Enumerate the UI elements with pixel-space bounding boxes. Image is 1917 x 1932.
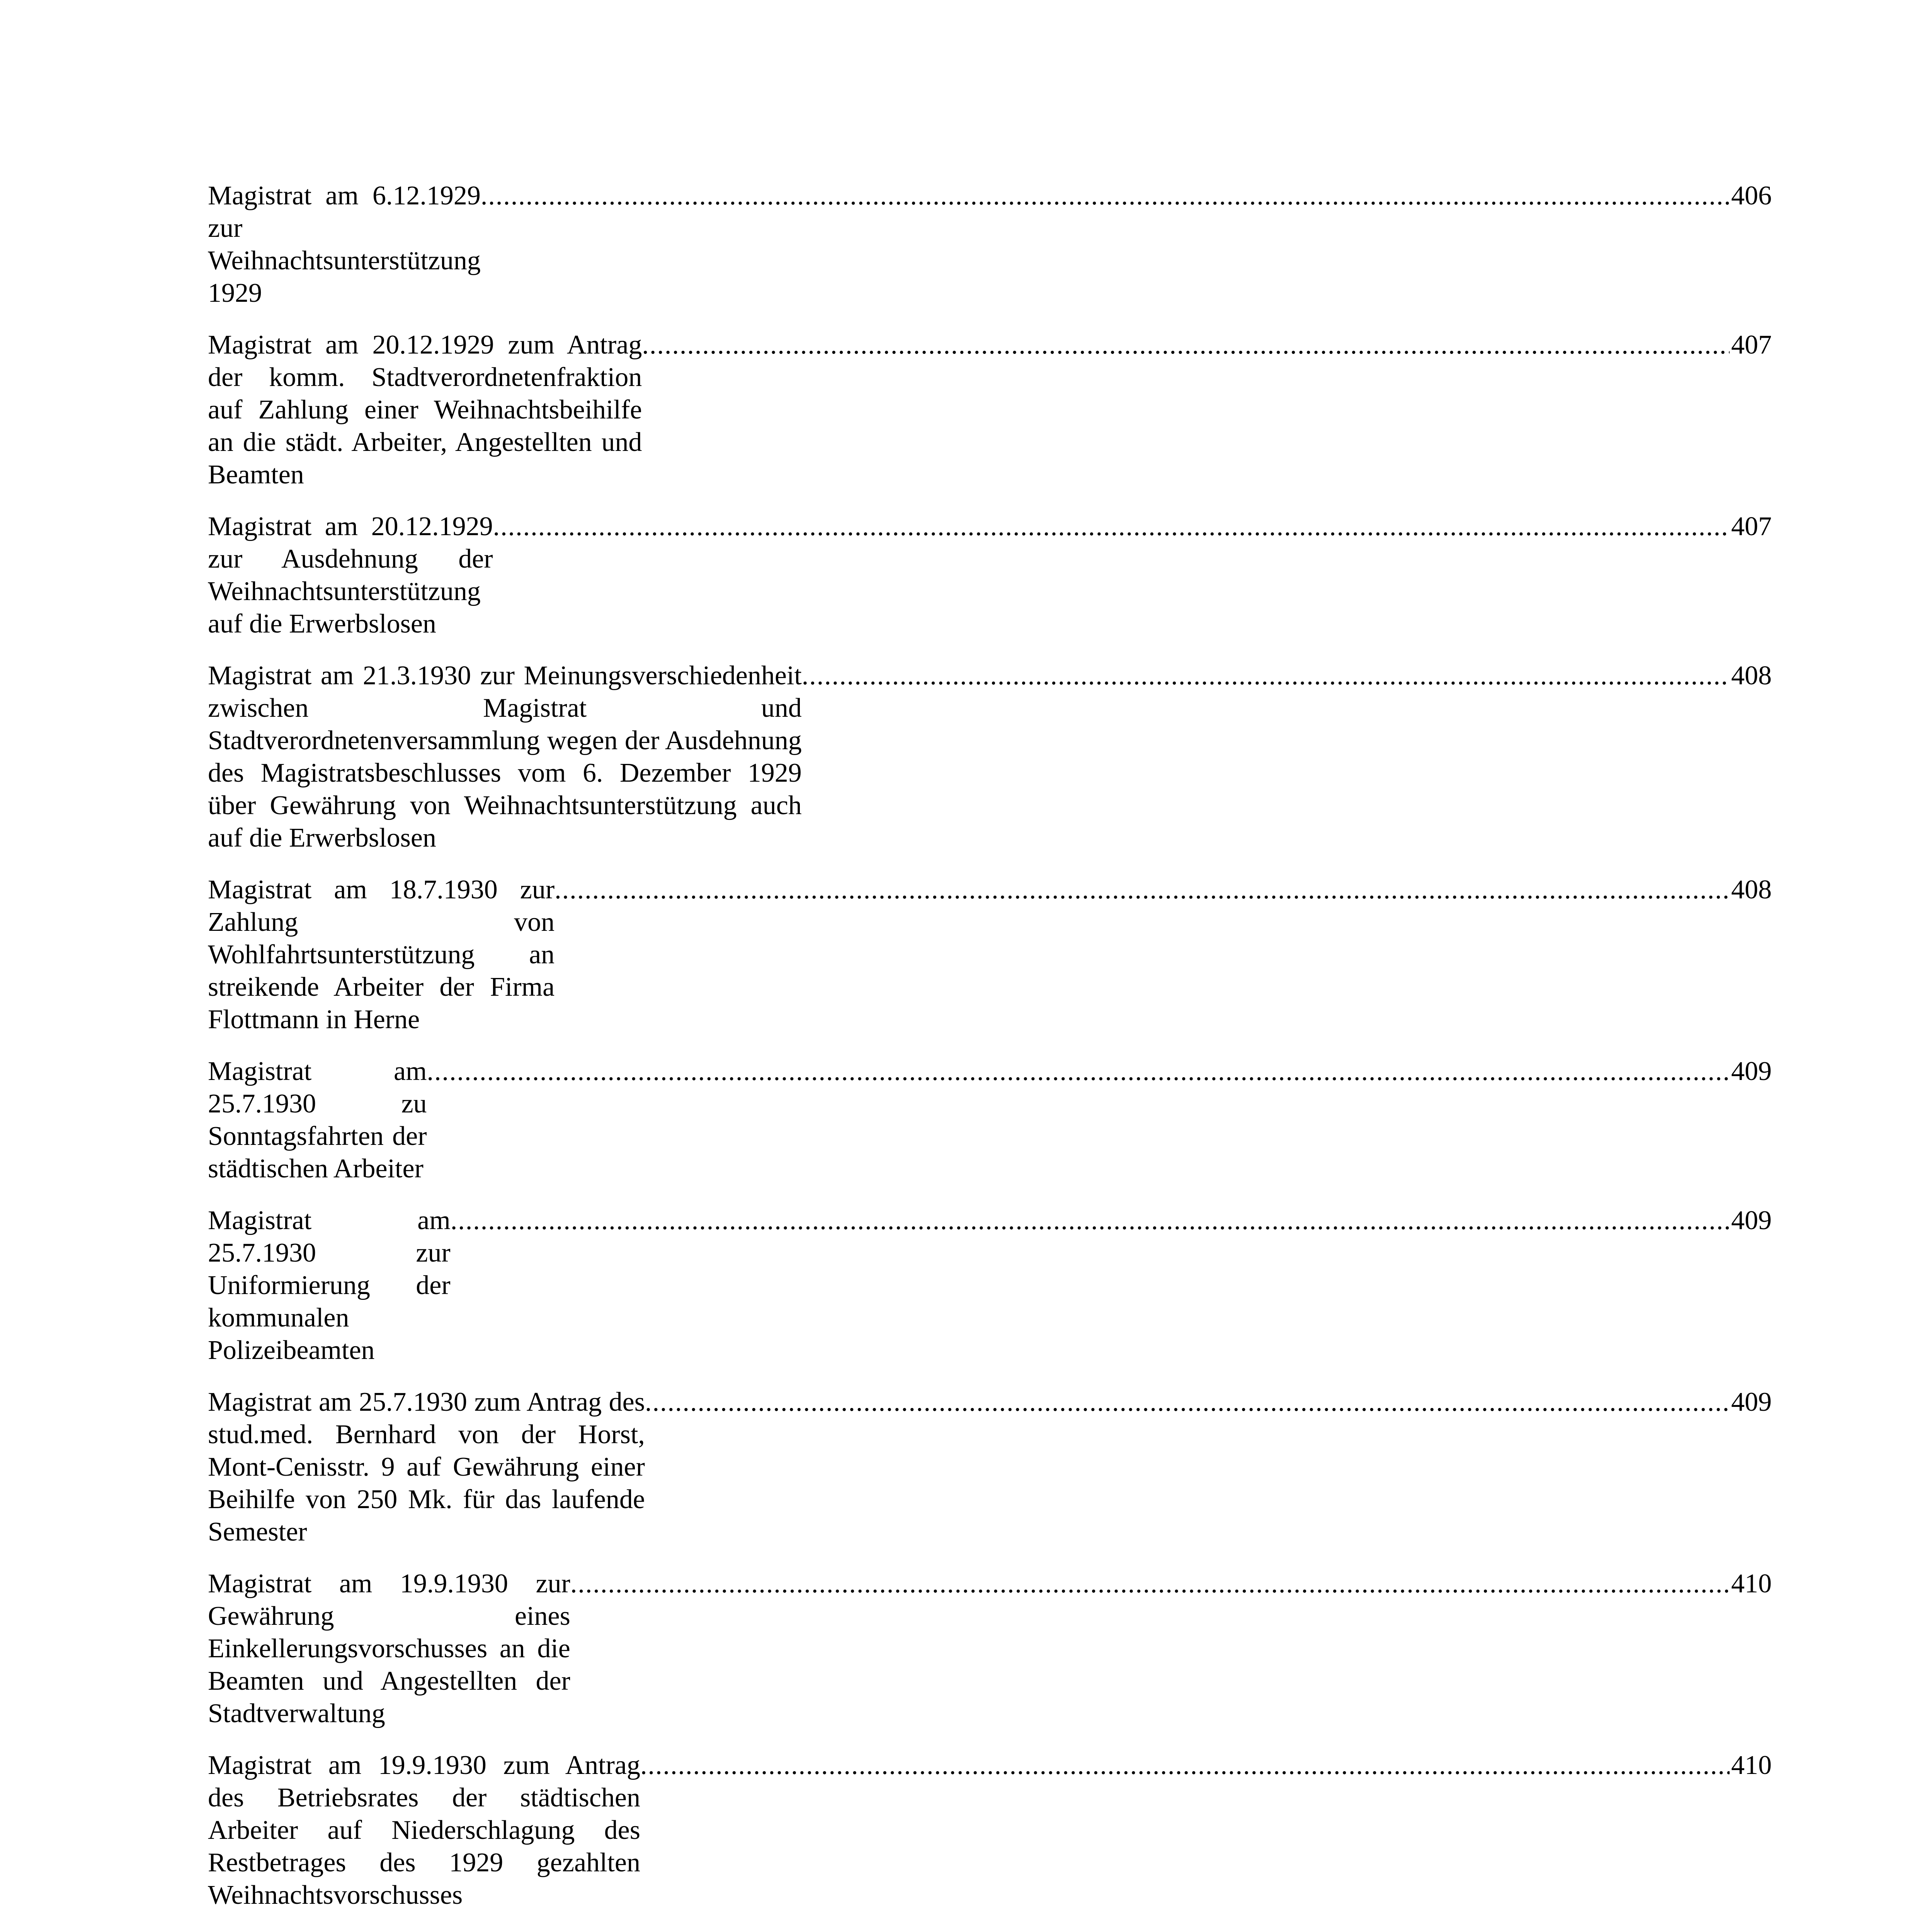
- toc-entry-line: [208, 1749, 1772, 1912]
- toc-entry-page-number: 408: [1731, 661, 1772, 690]
- toc-entry-page-number: 407: [1731, 330, 1772, 360]
- toc-entry[interactable]: [208, 510, 1772, 640]
- toc-entry-page-number: 407: [1731, 512, 1772, 541]
- toc-entry-page-number: 408: [1731, 875, 1772, 905]
- toc-entry[interactable]: [208, 874, 1772, 1036]
- toc-entry-title: Magistrat am 19.9.1930 zum Antrag des Betriebsrates der städtischen Arbeiter auf Niederschlagung des Restbetrages des 1929 gezahlten Weihnachtsvorschusses: [208, 1750, 640, 1910]
- toc-entry-page-number: 409: [1731, 1056, 1772, 1086]
- toc-dot-leader: [427, 1055, 1730, 1088]
- toc-dot-leader: [642, 329, 1730, 361]
- toc-entry-line: [208, 1568, 1772, 1730]
- toc-entry[interactable]: [208, 1055, 1772, 1185]
- toc-dot-leader: [555, 874, 1730, 906]
- toc-entry-line: [208, 329, 1772, 491]
- toc-entry-line: [208, 874, 1772, 1036]
- toc-entry-page-number: 409: [1731, 1387, 1772, 1417]
- toc-entry-line: [208, 1386, 1772, 1548]
- toc-entry-title: Magistrat am 19.9.1930 zur Gewährung eines Einkellerungsvorschusses an die Beamten und Angestellten der Stadtverwaltung: [208, 1569, 570, 1728]
- toc-entry-title: Magistrat am 25.7.1930 zu Sonntagsfahrten der städtischen Arbeiter: [208, 1056, 427, 1184]
- toc-entry[interactable]: [208, 1204, 1772, 1367]
- table-of-contents: [208, 180, 1772, 1932]
- toc-dot-leader: [640, 1749, 1730, 1782]
- toc-dot-leader: [451, 1204, 1730, 1237]
- toc-entry[interactable]: [208, 660, 1772, 854]
- toc-entry-title: Magistrat am 25.7.1930 zum Antrag des stud.med. Bernhard von der Horst, Mont-Cenisstr. 9 auf Gewährung einer Beihilfe von 250 Mk. für das laufende Semester: [208, 1387, 645, 1547]
- toc-dot-leader: [570, 1568, 1730, 1600]
- toc-entry[interactable]: [208, 329, 1772, 491]
- toc-dot-leader: [493, 510, 1730, 543]
- toc-entry-line: [208, 660, 1772, 854]
- toc-entry[interactable]: [208, 1749, 1772, 1912]
- toc-entry-line: [208, 1204, 1772, 1367]
- toc-dot-leader: [645, 1386, 1730, 1418]
- toc-entry-title: Magistrat am 6.12.1929 zur Weihnachtsunterstützung 1929: [208, 181, 481, 308]
- toc-entry-line: [208, 1055, 1772, 1185]
- toc-entry-title: Magistrat am 20.12.1929 zur Ausdehnung der Weihnachtsunterstützung auf die Erwerbslosen: [208, 512, 493, 639]
- toc-entry-line: [208, 510, 1772, 640]
- toc-entry-page-number: 409: [1731, 1206, 1772, 1235]
- toc-entry-page-number: 410: [1731, 1750, 1772, 1780]
- toc-entry-title: Magistrat am 18.7.1930 zur Zahlung von Wohlfahrtsunterstützung an streikende Arbeiter der Firma Flottmann in Herne: [208, 875, 555, 1034]
- toc-dot-leader: [802, 660, 1730, 692]
- toc-entry-page-number: 406: [1731, 181, 1772, 211]
- toc-entry[interactable]: [208, 180, 1772, 310]
- toc-entry-line: [208, 180, 1772, 310]
- toc-entry-page-number: 410: [1731, 1569, 1772, 1599]
- toc-entry[interactable]: [208, 1386, 1772, 1548]
- toc-entry-title: Magistrat am 21.3.1930 zur Meinungsverschiedenheit zwischen Magistrat und Stadtverordnetenversammlung wegen der Ausdehnung des Magistratsbeschlusses vom 6. Dezember 1929 über Gewährung von Weihnachtsunterstützung auch auf die Erwerbslosen: [208, 661, 802, 853]
- toc-entry-title: Magistrat am 20.12.1929 zum Antrag der komm. Stadtverordnetenfraktion auf Zahlung einer Weihnachtsbeihilfe an die städt. Arbeiter, Angestellten und Beamten: [208, 330, 642, 490]
- toc-dot-leader: [481, 180, 1730, 212]
- toc-entry[interactable]: [208, 1568, 1772, 1730]
- toc-entry-title: Magistrat am 25.7.1930 zur Uniformierung der kommunalen Polizeibeamten: [208, 1206, 451, 1365]
